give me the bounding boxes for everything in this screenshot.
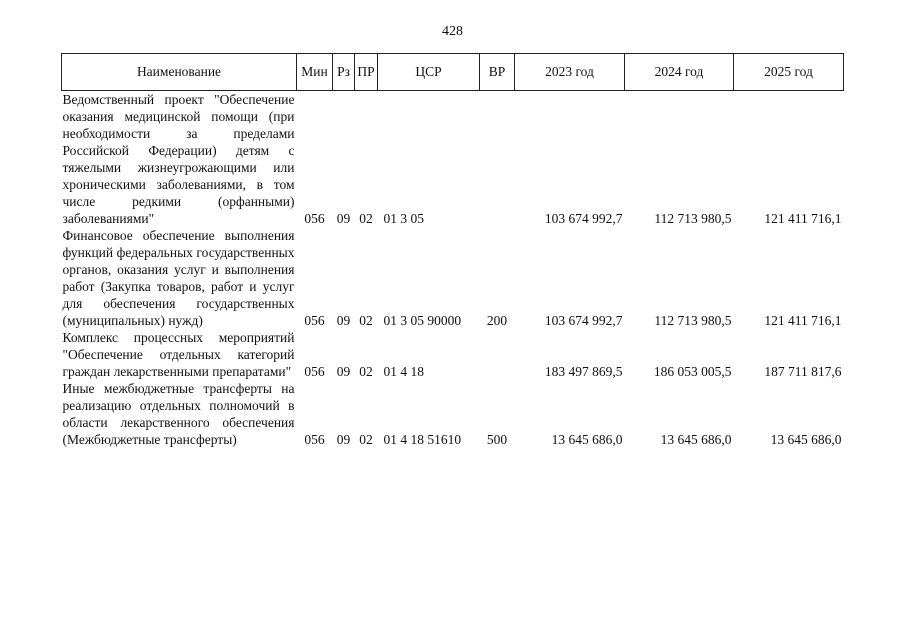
header-2024: 2024 год [625, 54, 734, 91]
row-pr: 02 [359, 432, 373, 447]
row-pr: 02 [359, 313, 373, 328]
row-csr: 01 4 18 [383, 364, 424, 379]
row-2024: 13 645 686,0 [660, 432, 732, 447]
row-name: Ведомственный проект "Обеспечение оказания медицинской помощи (при необходимости за пределами Российской Федерации) детям с тяжелыми жизнеугрожающими или хроническими заболеваниями, в том числе редкими (орфанными) заболеваниями" [62, 92, 295, 226]
row-vr [480, 91, 515, 228]
row-min: 056 [304, 432, 325, 447]
row-pr: 02 [359, 211, 373, 226]
row-vr [480, 329, 515, 380]
row-2023: 183 497 869,5 [544, 364, 623, 379]
page-number: 428 [442, 24, 463, 39]
table-row [62, 329, 844, 380]
row-2023: 103 674 992,7 [544, 211, 623, 226]
row-2024: 186 053 005,5 [653, 364, 732, 379]
row-min: 056 [304, 211, 325, 226]
row-csr: 01 3 05 90000 [383, 313, 462, 328]
row-2025: 13 645 686,0 [770, 432, 842, 447]
header-name: Наименование [62, 54, 297, 91]
row-rz: 09 [336, 211, 351, 226]
row-2025: 121 411 716,1 [764, 211, 842, 226]
row-name: Иные межбюджетные трансферты на реализацию отдельных полномочий в области лекарственного обеспечения (Межбюджетные трансферты) [62, 381, 295, 447]
row-2024: 112 713 980,5 [654, 313, 732, 328]
row-2023: 103 674 992,7 [544, 313, 623, 328]
row-csr: 01 3 05 [383, 211, 424, 226]
budget-table [61, 53, 844, 448]
table-row [62, 91, 844, 228]
row-2025: 187 711 817,6 [764, 364, 842, 379]
row-name: Финансовое обеспечение выполнения функций федеральных государственных органов, оказания услуг и выполнения работ (Закупка товаров, работ и услуг для обеспечения государственных (муниципальных) нужд) [62, 228, 295, 328]
header-rz: Рз [333, 54, 355, 91]
row-2025: 121 411 716,1 [764, 313, 842, 328]
row-rz: 09 [336, 313, 351, 328]
row-csr: 01 4 18 51610 [383, 432, 462, 447]
row-2024: 112 713 980,5 [654, 211, 732, 226]
row-rz: 09 [336, 364, 351, 379]
row-vr: 500 [486, 432, 508, 447]
header-2025: 2025 год [734, 54, 844, 91]
header-2023: 2023 год [515, 54, 625, 91]
row-min: 056 [304, 364, 325, 379]
row-min: 056 [304, 313, 325, 328]
header-min: Мин [297, 54, 333, 91]
row-rz: 09 [336, 432, 351, 447]
row-2023: 13 645 686,0 [551, 432, 623, 447]
table-row [62, 227, 844, 329]
header-csr: ЦСР [378, 54, 480, 91]
row-name: Комплекс процессных мероприятий "Обеспечение отдельных категорий граждан лекарственными препаратами" [62, 330, 295, 379]
table-header-row [62, 54, 844, 91]
header-vr: ВР [480, 54, 515, 91]
row-vr: 200 [486, 313, 508, 328]
header-pr: ПР [355, 54, 378, 91]
table-row [62, 380, 844, 448]
row-pr: 02 [359, 364, 373, 379]
